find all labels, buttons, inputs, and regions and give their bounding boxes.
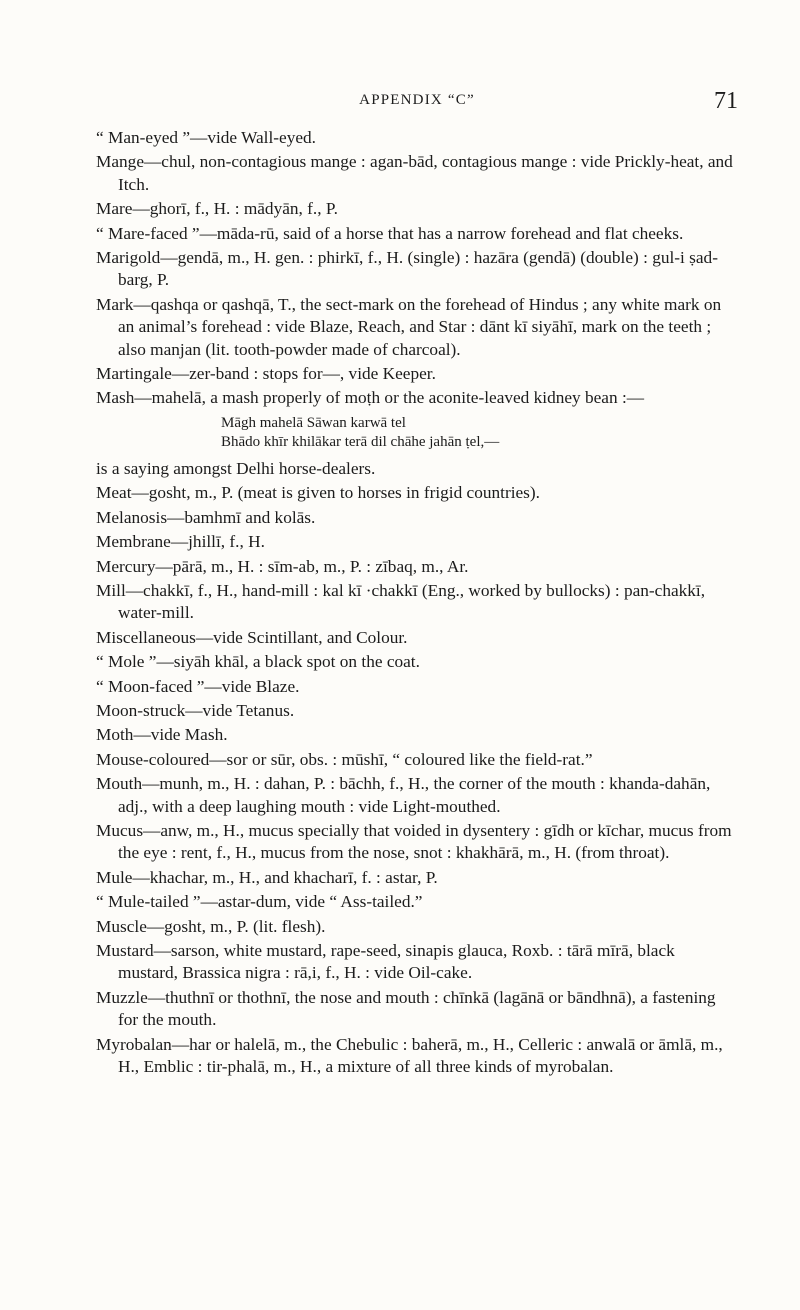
entry-mare-faced: “ Mare-faced ”—māda-rū, said of a horse that has a narrow forehead and flat cheeks. bbox=[96, 223, 684, 243]
entry-man-eyed: “ Man-eyed ”—vide Wall-eyed. bbox=[96, 128, 316, 147]
entry-miscellaneous: Miscellaneous—vide Scintillant, and Colour. bbox=[96, 627, 408, 647]
entry-mill: Mill—chakkī, f., H., hand-mill : kal kī ·chakkī (Eng., worked by bullocks) : pan-chakkī, water-mill. bbox=[96, 580, 706, 623]
entry-mule: Mule—khachar, m., H., and khacharī, f. : astar, P. bbox=[96, 867, 438, 887]
page-number: 71 bbox=[714, 88, 738, 114]
entry-mole: “ Mole ”—siyāh khāl, a black spot on the coat. bbox=[96, 652, 420, 672]
entry-moon-faced: “ Moon-faced ”—vide Blaze. bbox=[96, 676, 300, 696]
entry-mustard: Mustard—sarson, white mustard, rape-seed, sinapis glauca, Roxb. : tārā mīrā, black mustard, Brassica nigra : rā,i, f., H. : vide Oil-cake. bbox=[96, 941, 675, 983]
entry-myrobalan: Myrobalan—har or halelā, m., the Chebulic : baherā, m., H., Celleric : anwalā or āmlā, m., H., Emblic : tir-phalā, m., H., a mixture of all three kinds of myrobalan. bbox=[96, 1034, 723, 1077]
entry-mouse-coloured: Mouse-coloured—sor or sūr, obs. : mūshī, “ coloured like the field-rat.” bbox=[96, 749, 593, 769]
entry-mare: Mare—ghorī, f., H. : mādyān, f., P. bbox=[96, 199, 338, 219]
entry-moon-struck: Moon-struck—vide Tetanus. bbox=[96, 700, 295, 720]
saying-note: is a saying amongst Delhi horse-dealers. bbox=[96, 458, 376, 478]
entry-membrane: Membrane—jhillī, f., H. bbox=[96, 532, 265, 552]
entry-mucus: Mucus—anw, m., H., mucus specially that voided in dysentery : gīdh or kīchar, mucus from the eye : rent, f., H., mucus from the nose, snot : khakhārā, m., H. (from throat). bbox=[96, 820, 732, 863]
entry-mercury: Mercury—pārā, m., H. : sīm-ab, m., P. : zībaq, m., Ar. bbox=[96, 556, 469, 576]
entry-mash: Mash—mahelā, a mash properly of moṭh or the aconite-leaved kidney bean :— bbox=[96, 388, 645, 408]
entry-muscle: Muscle—gosht, m., P. (lit. flesh). bbox=[96, 916, 326, 936]
verse-line-2: Bhādo khīr khilākar terā dil chāhe jahān ṭel,— bbox=[221, 433, 500, 450]
entry-muzzle: Muzzle—thuthnī or thothnī, the nose and mouth : chīnkā (lagānā or bāndhnā), a fastening for the mouth. bbox=[96, 987, 716, 1030]
verse-quote bbox=[96, 414, 738, 452]
entry-moth: Moth—vide Mash. bbox=[96, 725, 228, 745]
entry-mark: Mark—qashqa or qashqā, T., the sect-mark on the forehead of Hindus ; any white mark on an animal’s forehead : vide Blaze, Reach, and Star : dānt kī siyāhī, mark on the teeth ; also manjan (lit. tooth-powder made of charcoal). bbox=[96, 294, 722, 359]
entry-mouth: Mouth—munh, m., H. : dahan, P. : bāchh, f., H., the corner of the mouth : khanda-dahān, adj., with a deep laughing mouth : vide Light-mouthed. bbox=[96, 774, 711, 816]
verse-line-1: Māgh mahelā Sāwan karwā tel bbox=[221, 414, 406, 431]
entry-marigold: Marigold—gendā, m., H. gen. : phirkī, f., H. (single) : hazāra (gendā) (double) : gul-i ṣad-barg, P. bbox=[96, 248, 718, 290]
entry-mule-tailed: “ Mule-tailed ”—astar-dum, vide “ Ass-tailed.” bbox=[96, 892, 423, 912]
running-head: APPENDIX “C” bbox=[359, 92, 475, 108]
page-header bbox=[96, 88, 738, 118]
glossary-text bbox=[96, 127, 738, 1080]
entry-mange: Mange—chul, non-contagious mange : agan-bād, contagious mange : vide Prickly-heat, and Itch. bbox=[96, 152, 733, 194]
entry-meat: Meat—gosht, m., P. (meat is given to horses in frigid countries). bbox=[96, 483, 540, 503]
entry-melanosis: Melanosis—bamhmī and kolās. bbox=[96, 507, 316, 527]
entry-martingale: Martingale—zer-band : stops for—, vide Keeper. bbox=[96, 364, 436, 384]
